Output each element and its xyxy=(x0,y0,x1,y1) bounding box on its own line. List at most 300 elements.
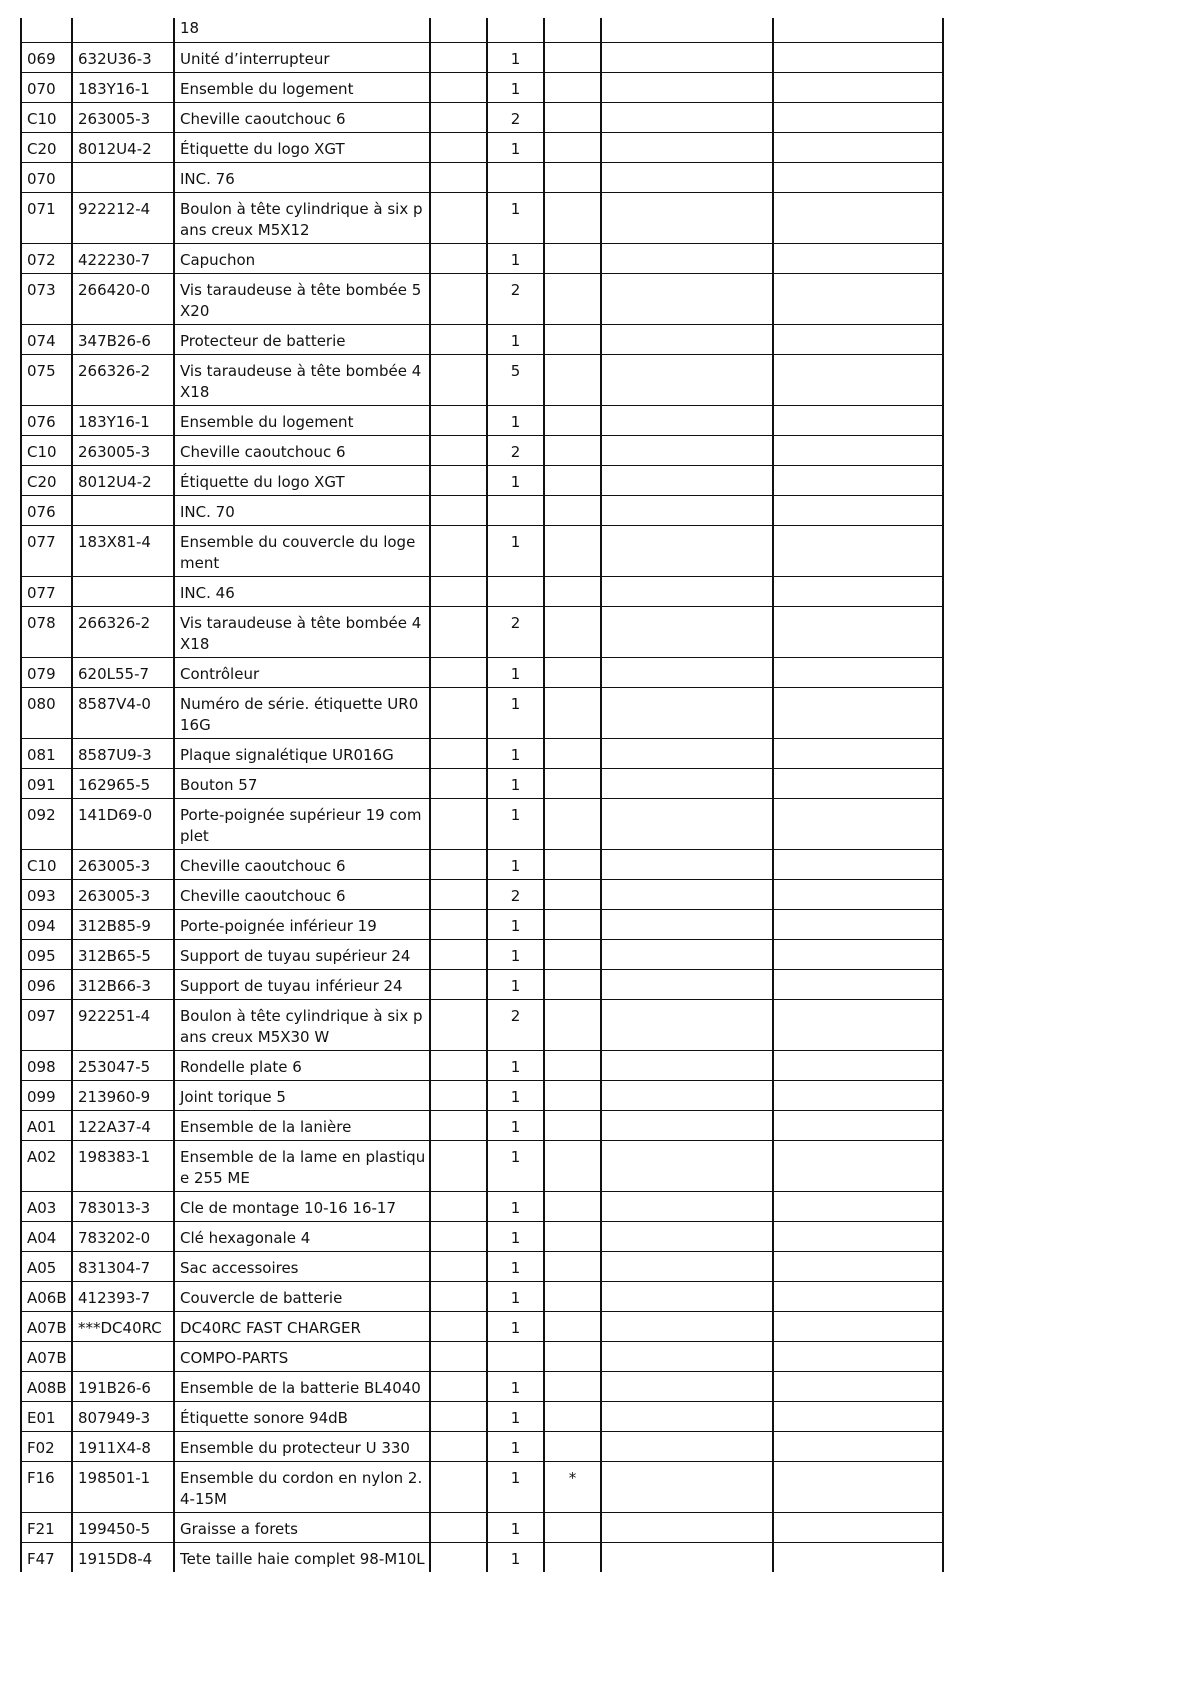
table-row xyxy=(21,1081,943,1111)
quantity-cell: 1 xyxy=(487,1141,544,1192)
part-code-cell: 183X81-4 xyxy=(72,526,174,577)
part-code-cell: 807949-3 xyxy=(72,1402,174,1432)
blank-cell xyxy=(430,1141,487,1192)
part-code-cell: 162965-5 xyxy=(72,769,174,799)
blank-cell xyxy=(430,658,487,688)
description-cell: Capuchon xyxy=(174,244,430,274)
blank-cell xyxy=(601,910,773,940)
part-code-cell: 8012U4-2 xyxy=(72,466,174,496)
blank-cell xyxy=(773,18,943,43)
note-mark-cell xyxy=(544,1372,601,1402)
blank-cell xyxy=(773,274,943,325)
table-row xyxy=(21,607,943,658)
blank-cell xyxy=(773,1192,943,1222)
item-number-cell: C10 xyxy=(21,103,72,133)
table-row xyxy=(21,688,943,739)
part-code-cell: 632U36-3 xyxy=(72,43,174,73)
blank-cell xyxy=(430,850,487,880)
blank-cell xyxy=(430,73,487,103)
description-cell: Bouton 57 xyxy=(174,769,430,799)
blank-cell xyxy=(601,1051,773,1081)
blank-cell xyxy=(601,880,773,910)
table-row xyxy=(21,406,943,436)
blank-cell xyxy=(601,325,773,355)
description-cell: Ensemble du cordon en nylon 2.4-15M xyxy=(174,1462,430,1513)
description-cell: Porte-poignée supérieur 19 complet xyxy=(174,799,430,850)
item-number-cell: 098 xyxy=(21,1051,72,1081)
table-row xyxy=(21,739,943,769)
blank-cell xyxy=(430,193,487,244)
part-code-cell: 266420-0 xyxy=(72,274,174,325)
blank-cell xyxy=(601,466,773,496)
blank-cell xyxy=(601,1000,773,1051)
part-code-cell: 198501-1 xyxy=(72,1462,174,1513)
description-cell: Ensemble de la batterie BL4040 xyxy=(174,1372,430,1402)
quantity-cell: 1 xyxy=(487,1252,544,1282)
note-mark-cell xyxy=(544,325,601,355)
part-code-cell: 263005-3 xyxy=(72,880,174,910)
blank-cell xyxy=(430,103,487,133)
blank-cell xyxy=(601,1543,773,1573)
part-code-cell: 263005-3 xyxy=(72,103,174,133)
blank-cell xyxy=(773,325,943,355)
blank-cell xyxy=(601,607,773,658)
blank-cell xyxy=(773,133,943,163)
quantity-cell: 2 xyxy=(487,103,544,133)
blank-cell xyxy=(430,1372,487,1402)
item-number-cell: 092 xyxy=(21,799,72,850)
blank-cell xyxy=(601,1222,773,1252)
item-number-cell: 078 xyxy=(21,607,72,658)
table-row xyxy=(21,1462,943,1513)
quantity-cell: 1 xyxy=(487,244,544,274)
blank-cell xyxy=(773,1222,943,1252)
blank-cell xyxy=(430,880,487,910)
part-code-cell xyxy=(72,163,174,193)
part-code-cell: 8587V4-0 xyxy=(72,688,174,739)
table-row xyxy=(21,163,943,193)
note-mark-cell xyxy=(544,133,601,163)
blank-cell xyxy=(430,739,487,769)
table-row xyxy=(21,43,943,73)
part-code-cell: 191B26-6 xyxy=(72,1372,174,1402)
description-cell: Protecteur de batterie xyxy=(174,325,430,355)
description-cell: Ensemble de la lanière xyxy=(174,1111,430,1141)
table-row xyxy=(21,1402,943,1432)
description-cell: Étiquette du logo XGT xyxy=(174,133,430,163)
blank-cell xyxy=(601,355,773,406)
quantity-cell: 1 xyxy=(487,1462,544,1513)
quantity-cell: 1 xyxy=(487,1402,544,1432)
description-cell: Ensemble de la lame en plastique 255 ME xyxy=(174,1141,430,1192)
blank-cell xyxy=(430,163,487,193)
part-code-cell: 347B26-6 xyxy=(72,325,174,355)
table-row xyxy=(21,325,943,355)
description-cell: Cheville caoutchouc 6 xyxy=(174,103,430,133)
blank-cell xyxy=(601,1192,773,1222)
quantity-cell: 1 xyxy=(487,1192,544,1222)
note-mark-cell xyxy=(544,658,601,688)
blank-cell xyxy=(601,496,773,526)
note-mark-cell xyxy=(544,1222,601,1252)
description-cell: Support de tuyau inférieur 24 xyxy=(174,970,430,1000)
quantity-cell xyxy=(487,496,544,526)
blank-cell xyxy=(601,103,773,133)
blank-cell xyxy=(601,133,773,163)
note-mark-cell xyxy=(544,769,601,799)
part-code-cell: 620L55-7 xyxy=(72,658,174,688)
table-row xyxy=(21,1051,943,1081)
item-number-cell: 094 xyxy=(21,910,72,940)
blank-cell xyxy=(773,1342,943,1372)
item-number-cell: 079 xyxy=(21,658,72,688)
part-code-cell: 422230-7 xyxy=(72,244,174,274)
item-number-cell: 075 xyxy=(21,355,72,406)
item-number-cell: 077 xyxy=(21,526,72,577)
description-cell: Vis taraudeuse à tête bombée 4X18 xyxy=(174,355,430,406)
blank-cell xyxy=(430,970,487,1000)
item-number-cell: C10 xyxy=(21,436,72,466)
table-row xyxy=(21,355,943,406)
item-number-cell: 095 xyxy=(21,940,72,970)
item-number-cell: F16 xyxy=(21,1462,72,1513)
item-number-cell: 096 xyxy=(21,970,72,1000)
blank-cell xyxy=(601,970,773,1000)
quantity-cell: 1 xyxy=(487,799,544,850)
table-row xyxy=(21,1222,943,1252)
description-cell: Boulon à tête cylindrique à six pans creux M5X30 W xyxy=(174,1000,430,1051)
part-code-cell: ***DC40RC xyxy=(72,1312,174,1342)
item-number-cell: 076 xyxy=(21,406,72,436)
blank-cell xyxy=(601,1372,773,1402)
item-number-cell: A08B xyxy=(21,1372,72,1402)
note-mark-cell xyxy=(544,1000,601,1051)
item-number-cell: A07B xyxy=(21,1312,72,1342)
quantity-cell: 5 xyxy=(487,355,544,406)
description-cell: Tete taille haie complet 98-M10L xyxy=(174,1543,430,1573)
table-row xyxy=(21,193,943,244)
part-code-cell xyxy=(72,18,174,43)
item-number-cell: 080 xyxy=(21,688,72,739)
note-mark-cell xyxy=(544,103,601,133)
blank-cell xyxy=(430,1282,487,1312)
blank-cell xyxy=(430,1081,487,1111)
item-number-cell: C10 xyxy=(21,850,72,880)
description-cell: COMPO-PARTS xyxy=(174,1342,430,1372)
blank-cell xyxy=(601,406,773,436)
blank-cell xyxy=(601,1402,773,1432)
note-mark-cell xyxy=(544,1051,601,1081)
blank-cell xyxy=(773,355,943,406)
part-code-cell: 312B85-9 xyxy=(72,910,174,940)
blank-cell xyxy=(601,274,773,325)
part-code-cell xyxy=(72,1342,174,1372)
quantity-cell: 1 xyxy=(487,769,544,799)
quantity-cell xyxy=(487,163,544,193)
part-code-cell: 253047-5 xyxy=(72,1051,174,1081)
part-code-cell: 922212-4 xyxy=(72,193,174,244)
quantity-cell: 1 xyxy=(487,1111,544,1141)
blank-cell xyxy=(601,193,773,244)
part-code-cell: 266326-2 xyxy=(72,355,174,406)
note-mark-cell xyxy=(544,940,601,970)
blank-cell xyxy=(773,436,943,466)
quantity-cell: 2 xyxy=(487,607,544,658)
part-code-cell: 312B65-5 xyxy=(72,940,174,970)
item-number-cell: A01 xyxy=(21,1111,72,1141)
item-number-cell: A03 xyxy=(21,1192,72,1222)
blank-cell xyxy=(773,850,943,880)
part-code-cell: 263005-3 xyxy=(72,850,174,880)
table-row xyxy=(21,940,943,970)
blank-cell xyxy=(430,1462,487,1513)
blank-cell xyxy=(601,244,773,274)
blank-cell xyxy=(430,406,487,436)
table-row xyxy=(21,466,943,496)
item-number-cell: E01 xyxy=(21,1402,72,1432)
blank-cell xyxy=(601,18,773,43)
table-row xyxy=(21,1252,943,1282)
blank-cell xyxy=(773,73,943,103)
description-cell: Plaque signalétique UR016G xyxy=(174,739,430,769)
blank-cell xyxy=(430,1543,487,1573)
table-row xyxy=(21,1312,943,1342)
note-mark-cell xyxy=(544,193,601,244)
quantity-cell: 1 xyxy=(487,1222,544,1252)
blank-cell xyxy=(430,607,487,658)
part-code-cell: 312B66-3 xyxy=(72,970,174,1000)
blank-cell xyxy=(773,1111,943,1141)
quantity-cell: 2 xyxy=(487,880,544,910)
quantity-cell xyxy=(487,1342,544,1372)
quantity-cell: 1 xyxy=(487,133,544,163)
blank-cell xyxy=(601,526,773,577)
item-number-cell: A02 xyxy=(21,1141,72,1192)
note-mark-cell xyxy=(544,688,601,739)
blank-cell xyxy=(773,1282,943,1312)
quantity-cell: 1 xyxy=(487,1432,544,1462)
blank-cell xyxy=(601,577,773,607)
blank-cell xyxy=(601,1342,773,1372)
description-cell: Graisse a forets xyxy=(174,1513,430,1543)
description-cell: Cle de montage 10-16 16-17 xyxy=(174,1192,430,1222)
note-mark-cell xyxy=(544,1111,601,1141)
blank-cell xyxy=(601,688,773,739)
blank-cell xyxy=(601,1252,773,1282)
description-cell: Cheville caoutchouc 6 xyxy=(174,436,430,466)
quantity-cell: 1 xyxy=(487,1372,544,1402)
description-cell: Ensemble du couvercle du logement xyxy=(174,526,430,577)
table-row xyxy=(21,18,943,43)
table-row xyxy=(21,496,943,526)
table-row xyxy=(21,769,943,799)
note-mark-cell xyxy=(544,607,601,658)
description-cell: Sac accessoires xyxy=(174,1252,430,1282)
quantity-cell: 1 xyxy=(487,910,544,940)
table-row xyxy=(21,577,943,607)
item-number-cell: F02 xyxy=(21,1432,72,1462)
table-row xyxy=(21,244,943,274)
blank-cell xyxy=(773,769,943,799)
description-cell: Ensemble du logement xyxy=(174,73,430,103)
quantity-cell: 1 xyxy=(487,970,544,1000)
description-cell: Numéro de série. étiquette UR016G xyxy=(174,688,430,739)
item-number-cell: 069 xyxy=(21,43,72,73)
note-mark-cell xyxy=(544,1141,601,1192)
blank-cell xyxy=(430,688,487,739)
description-cell: Porte-poignée inférieur 19 xyxy=(174,910,430,940)
item-number-cell: 074 xyxy=(21,325,72,355)
blank-cell xyxy=(773,1141,943,1192)
blank-cell xyxy=(430,1402,487,1432)
item-number-cell: A07B xyxy=(21,1342,72,1372)
blank-cell xyxy=(430,577,487,607)
blank-cell xyxy=(773,466,943,496)
note-mark-cell xyxy=(544,1432,601,1462)
note-mark-cell xyxy=(544,1252,601,1282)
blank-cell xyxy=(773,970,943,1000)
blank-cell xyxy=(773,526,943,577)
quantity-cell: 2 xyxy=(487,1000,544,1051)
blank-cell xyxy=(601,43,773,73)
item-number-cell: 099 xyxy=(21,1081,72,1111)
blank-cell xyxy=(773,43,943,73)
item-number-cell: 070 xyxy=(21,73,72,103)
blank-cell xyxy=(773,1432,943,1462)
part-code-cell: 183Y16-1 xyxy=(72,406,174,436)
quantity-cell: 1 xyxy=(487,1081,544,1111)
description-cell: INC. 76 xyxy=(174,163,430,193)
table-row xyxy=(21,1372,943,1402)
item-number-cell xyxy=(21,18,72,43)
part-code-cell: 141D69-0 xyxy=(72,799,174,850)
table-row xyxy=(21,73,943,103)
blank-cell xyxy=(773,910,943,940)
item-number-cell: F21 xyxy=(21,1513,72,1543)
part-code-cell: 831304-7 xyxy=(72,1252,174,1282)
table-row xyxy=(21,910,943,940)
note-mark-cell xyxy=(544,1342,601,1372)
blank-cell xyxy=(430,355,487,406)
quantity-cell: 1 xyxy=(487,1312,544,1342)
description-cell: Boulon à tête cylindrique à six pans creux M5X12 xyxy=(174,193,430,244)
part-code-cell: 1911X4-8 xyxy=(72,1432,174,1462)
item-number-cell: C20 xyxy=(21,466,72,496)
table-row xyxy=(21,436,943,466)
quantity-cell: 1 xyxy=(487,1282,544,1312)
blank-cell xyxy=(601,658,773,688)
blank-cell xyxy=(430,769,487,799)
item-number-cell: A06B xyxy=(21,1282,72,1312)
blank-cell xyxy=(601,163,773,193)
description-cell: Couvercle de batterie xyxy=(174,1282,430,1312)
quantity-cell: 1 xyxy=(487,688,544,739)
table-row xyxy=(21,1111,943,1141)
description-cell: Ensemble du logement xyxy=(174,406,430,436)
blank-cell xyxy=(773,880,943,910)
quantity-cell: 2 xyxy=(487,436,544,466)
description-cell: Cheville caoutchouc 6 xyxy=(174,880,430,910)
blank-cell xyxy=(430,1000,487,1051)
quantity-cell: 1 xyxy=(487,1513,544,1543)
table-row xyxy=(21,1432,943,1462)
table-row xyxy=(21,1192,943,1222)
blank-cell xyxy=(773,1402,943,1432)
quantity-cell: 1 xyxy=(487,739,544,769)
item-number-cell: A05 xyxy=(21,1252,72,1282)
quantity-cell: 1 xyxy=(487,1543,544,1573)
note-mark-cell xyxy=(544,739,601,769)
note-mark-cell xyxy=(544,1513,601,1543)
description-cell: Unité d’interrupteur xyxy=(174,43,430,73)
quantity-cell: 1 xyxy=(487,1051,544,1081)
part-code-cell: 263005-3 xyxy=(72,436,174,466)
blank-cell xyxy=(601,1282,773,1312)
blank-cell xyxy=(601,739,773,769)
item-number-cell: 072 xyxy=(21,244,72,274)
blank-cell xyxy=(773,1000,943,1051)
item-number-cell: 071 xyxy=(21,193,72,244)
blank-cell xyxy=(430,18,487,43)
description-cell: Cheville caoutchouc 6 xyxy=(174,850,430,880)
blank-cell xyxy=(773,607,943,658)
blank-cell xyxy=(430,325,487,355)
part-code-cell: 198383-1 xyxy=(72,1141,174,1192)
blank-cell xyxy=(601,769,773,799)
item-number-cell: 073 xyxy=(21,274,72,325)
part-code-cell: 266326-2 xyxy=(72,607,174,658)
item-number-cell: 093 xyxy=(21,880,72,910)
blank-cell xyxy=(601,799,773,850)
part-code-cell: 199450-5 xyxy=(72,1513,174,1543)
blank-cell xyxy=(601,1513,773,1543)
table-row xyxy=(21,526,943,577)
note-mark-cell xyxy=(544,1402,601,1432)
note-mark-cell xyxy=(544,244,601,274)
note-mark-cell xyxy=(544,1312,601,1342)
note-mark-cell xyxy=(544,880,601,910)
table-row xyxy=(21,658,943,688)
parts-list-table xyxy=(20,18,944,1572)
table-row xyxy=(21,1282,943,1312)
blank-cell xyxy=(773,577,943,607)
note-mark-cell xyxy=(544,1081,601,1111)
description-cell: Ensemble du protecteur U 330 xyxy=(174,1432,430,1462)
blank-cell xyxy=(773,193,943,244)
part-code-cell: 213960-9 xyxy=(72,1081,174,1111)
description-cell: INC. 46 xyxy=(174,577,430,607)
quantity-cell: 1 xyxy=(487,406,544,436)
blank-cell xyxy=(601,73,773,103)
description-cell: DC40RC FAST CHARGER xyxy=(174,1312,430,1342)
note-mark-cell xyxy=(544,436,601,466)
item-number-cell: 091 xyxy=(21,769,72,799)
blank-cell xyxy=(773,799,943,850)
blank-cell xyxy=(773,1081,943,1111)
blank-cell xyxy=(430,1252,487,1282)
part-code-cell: 783013-3 xyxy=(72,1192,174,1222)
description-cell: Rondelle plate 6 xyxy=(174,1051,430,1081)
blank-cell xyxy=(430,940,487,970)
table-row xyxy=(21,850,943,880)
part-code-cell: 122A37-4 xyxy=(72,1111,174,1141)
item-number-cell: 076 xyxy=(21,496,72,526)
quantity-cell: 1 xyxy=(487,193,544,244)
item-number-cell: A04 xyxy=(21,1222,72,1252)
note-mark-cell: * xyxy=(544,1462,601,1513)
blank-cell xyxy=(773,1513,943,1543)
part-code-cell: 412393-7 xyxy=(72,1282,174,1312)
